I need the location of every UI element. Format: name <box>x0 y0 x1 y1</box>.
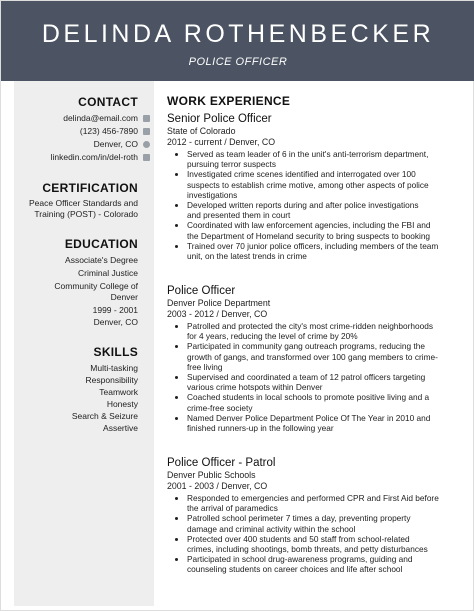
job-bullets <box>167 321 467 433</box>
certification-line-2: Training (POST) - Colorado <box>34 209 138 219</box>
skill-item: Multi-tasking <box>90 363 138 373</box>
bullet-item: • Patrolled and protected the city's most crime-ridden neighborhoods for 4 years, reducing the level of crime by 20% <box>187 321 467 341</box>
bullet-item: • Protected over 400 students and 50 staff from school-related crimes, including shootings, bomb threats, and petty disturbances <box>187 534 467 554</box>
bullet-item: • Developed written reports during and after police investigations and presented them in court <box>187 200 467 220</box>
skill-item: Search & Seizure <box>71 411 138 421</box>
education-location: Denver, CO <box>93 317 138 327</box>
education-years: 1999 - 2001 <box>92 305 138 315</box>
certification-heading: CERTIFICATION <box>42 181 138 195</box>
bullet-item: • Named Denver Police Department Police Of The Year in 2010 and finished runners-up in the following year <box>187 413 467 433</box>
job-dates-location: 2012 - current / Denver, CO <box>167 137 276 147</box>
contact-phone-row[interactable] <box>80 126 150 136</box>
job-organization: State of Colorado <box>167 126 236 136</box>
job-bullets <box>167 493 467 575</box>
skill-item: Teamwork <box>99 387 138 397</box>
skill-item: Responsibility <box>85 375 138 385</box>
job-dates-location: 2003 - 2012 / Denver, CO <box>167 309 268 319</box>
bullet-item: • Participated in school drug-awareness programs, guiding and counseling students on career choices and life after school <box>187 554 467 574</box>
candidate-role: POLICE OFFICER <box>188 56 288 68</box>
skill-item: Honesty <box>106 399 138 409</box>
bullet-item: • Trained over 70 junior police officers, including members of the team unit, on the latest trends in crime <box>187 241 467 261</box>
resume-header <box>1 1 474 81</box>
bullet-item: • Coordinated with law enforcement agencies, including the FBI and the Department of Homeland security to bring suspects to booking <box>187 220 467 240</box>
contact-phone[interactable]: (123) 456-7890 <box>79 126 138 136</box>
job-dates-location: 2001 - 2003 / Denver, CO <box>167 481 268 491</box>
bullet-item: • Patrolled school perimeter 7 times a day, preventing property damage and criminal activity within the school <box>187 513 467 533</box>
envelope-icon <box>143 115 150 122</box>
contact-location: Denver, CO <box>93 139 138 149</box>
skills-heading: SKILLS <box>93 345 138 359</box>
certification-line-1: Peace Officer Standards and <box>29 198 138 208</box>
sidebar <box>14 81 154 606</box>
job-entry-1 <box>167 112 467 261</box>
job-organization: Denver Police Department <box>167 298 271 308</box>
skill-item: Assertive <box>103 423 138 433</box>
bullet-item: • Responded to emergencies and performed CPR and First Aid before the arrival of paramedics <box>187 493 467 513</box>
contact-heading: CONTACT <box>78 95 138 109</box>
contact-location-row <box>94 139 150 149</box>
contact-email[interactable]: delinda@email.com <box>63 113 138 123</box>
bullet-item: • Investigated crime scenes identified and interrogated over 100 suspects to establish crime motive, among other aspects of police investigations <box>187 169 467 200</box>
linkedin-icon <box>143 154 150 161</box>
bullet-item: • Coached students in local schools to promote positive living and a crime-free society <box>187 392 467 412</box>
education-degree-1: Associate's Degree <box>65 255 138 265</box>
contact-linkedin-row[interactable] <box>51 152 150 162</box>
bullet-item: • Supervised and coordinated a team of 12 patrol officers targeting various crime hotspots within Denver <box>187 372 467 392</box>
education-degree-2: Criminal Justice <box>78 268 138 278</box>
contact-linkedin[interactable]: linkedin.com/in/del-roth <box>50 152 138 162</box>
job-title: Police Officer - Patrol <box>167 457 276 469</box>
job-title: Senior Police Officer <box>167 113 272 125</box>
bullet-item: • Served as team leader of 6 in the unit's anti-terrorism department, pursuing terror suspects <box>187 149 467 169</box>
education-school-2: Denver <box>110 292 138 302</box>
location-pin-icon <box>143 141 150 148</box>
job-entry-2 <box>167 284 467 433</box>
work-experience-heading: WORK EXPERIENCE <box>167 94 291 108</box>
education-heading: EDUCATION <box>64 237 138 251</box>
job-title: Police Officer <box>167 285 236 297</box>
education-school-1: Community College of <box>54 281 138 291</box>
candidate-name: DELINDA ROTHENBECKER <box>41 20 435 48</box>
job-entry-3 <box>167 456 467 575</box>
job-bullets <box>167 149 467 261</box>
job-organization: Denver Public Schools <box>167 470 256 480</box>
phone-icon <box>143 128 150 135</box>
bullet-item: • Participated in community gang outreach programs, reducing the growth of gangs, and transformed over 100 gang members to crime- free living <box>187 341 467 372</box>
contact-email-row[interactable] <box>63 113 150 123</box>
